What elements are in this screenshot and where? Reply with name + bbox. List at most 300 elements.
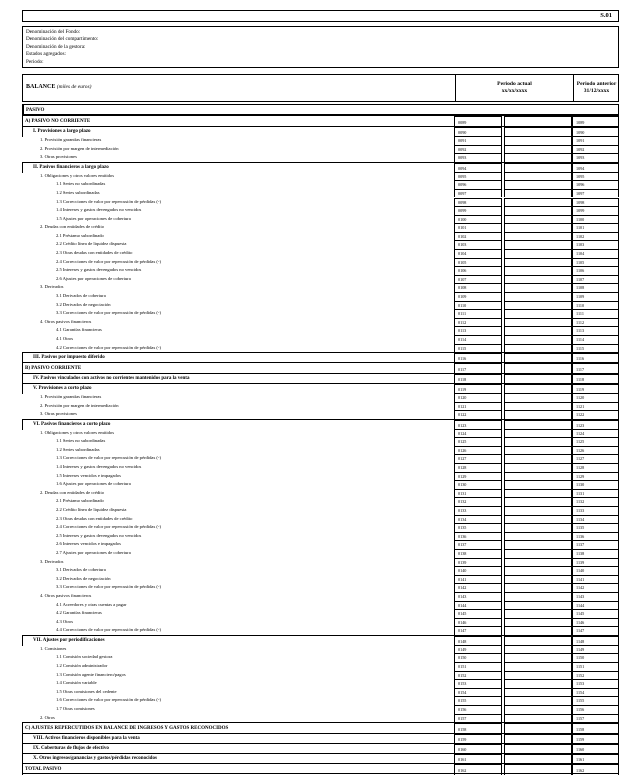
table-row xyxy=(22,145,619,154)
current-period-label: Periodo actual xyxy=(497,81,532,87)
current-period-value-cell[interactable] xyxy=(504,549,572,558)
current-period-code: 0089 xyxy=(454,116,502,127)
previous-period-code: 1093 xyxy=(572,153,619,162)
current-period-value-cell[interactable] xyxy=(504,283,572,292)
table-row xyxy=(22,688,619,697)
table-row xyxy=(22,180,619,189)
table-row xyxy=(22,454,619,463)
current-period-code: 0124 xyxy=(454,429,502,438)
current-period-code: 0100 xyxy=(454,215,502,224)
row-label: 2.5 Intereses y gastos devengados no vencidos xyxy=(56,267,142,273)
previous-period-code: 1102 xyxy=(572,232,619,241)
previous-period-code: 1133 xyxy=(572,506,619,515)
row-label: VIII. Activos financieros disponibles para la venta xyxy=(22,734,454,744)
previous-period-date: 31/12/xxxx xyxy=(583,88,610,94)
table-row xyxy=(22,480,619,489)
current-period-code: 0156 xyxy=(454,705,502,714)
current-period-code: 0137 xyxy=(454,540,502,549)
previous-period-code: 1129 xyxy=(572,472,619,481)
table-row xyxy=(22,532,619,541)
previous-period-code: 1100 xyxy=(572,215,619,224)
current-period-code: 0134 xyxy=(454,515,502,524)
row-label: 2.1 Préstamo subordinado xyxy=(56,498,104,504)
current-period-value-cell[interactable] xyxy=(504,309,572,318)
table-row xyxy=(22,326,619,335)
current-period-value-cell[interactable] xyxy=(504,240,572,249)
table-row xyxy=(22,472,619,481)
current-period-value-cell[interactable] xyxy=(504,249,572,258)
current-period-value-cell[interactable] xyxy=(504,335,572,344)
current-period-value-cell[interactable] xyxy=(504,601,572,610)
table-row xyxy=(22,249,619,258)
table-row xyxy=(22,714,619,723)
current-period-value-cell[interactable] xyxy=(504,480,572,489)
table-row xyxy=(22,497,619,506)
current-period-value-cell[interactable] xyxy=(504,532,572,541)
row-label: 3.3 Correcciones de valor por repercusión de pérdidas (-) xyxy=(56,584,161,590)
previous-period-code: 1099 xyxy=(572,206,619,215)
table-row xyxy=(22,162,619,172)
table-row xyxy=(22,753,619,763)
table-row xyxy=(22,240,619,249)
current-period-value-cell[interactable] xyxy=(504,558,572,567)
current-period-value-cell[interactable] xyxy=(504,206,572,215)
previous-period-code: 1122 xyxy=(572,410,619,419)
previous-period-code: 1143 xyxy=(572,592,619,601)
previous-period-code: 1144 xyxy=(572,601,619,610)
current-period-value-cell[interactable] xyxy=(504,172,572,181)
previous-period-code: 1156 xyxy=(572,705,619,714)
table-row xyxy=(22,506,619,515)
current-period-value-cell[interactable] xyxy=(504,437,572,446)
row-label: X. Otros ingresos/ganancias y gastos/pérdidas reconocidos xyxy=(22,754,454,764)
previous-period-code: 1130 xyxy=(572,480,619,489)
current-period-code: 0091 xyxy=(454,136,502,145)
current-period-code: 0152 xyxy=(454,671,502,680)
previous-period-code: 1161 xyxy=(572,754,619,764)
current-period-code: 0148 xyxy=(454,636,502,646)
current-period-value-cell[interactable] xyxy=(504,626,572,635)
row-label: 1.2 Comisión administrador xyxy=(56,663,108,668)
row-label: 3. Otras provisiones xyxy=(40,411,77,417)
current-period-value-cell[interactable] xyxy=(504,566,572,575)
previous-period-code: 1108 xyxy=(572,283,619,292)
current-period-code: 0154 xyxy=(454,688,502,697)
table-row xyxy=(22,309,619,318)
current-period-code: 0133 xyxy=(454,506,502,515)
current-period-value-cell[interactable] xyxy=(504,688,572,697)
row-label: 1. Provisión garantías financieras xyxy=(40,137,102,143)
current-period-value-cell[interactable] xyxy=(504,645,572,654)
current-period-value-cell[interactable] xyxy=(504,592,572,601)
row-label: 4.1 Garantías financieras xyxy=(56,327,102,333)
current-period-value-cell[interactable] xyxy=(504,540,572,549)
current-period-code: 0119 xyxy=(454,384,502,394)
row-label: 1.5 Otras comisiones del cedente xyxy=(56,688,117,694)
row-label: IV. Pasivos vinculados con activos no corrientes mantenidos para la venta xyxy=(22,374,454,384)
current-period-code: 0130 xyxy=(454,480,502,489)
row-label: 2.4 Correcciones de valor por repercusión de pérdidas (-) xyxy=(56,258,161,264)
row-label: V. Provisiones a corto plazo xyxy=(22,384,454,394)
current-period-value-cell[interactable] xyxy=(504,653,572,662)
row-label: 1. Obligaciones y otros valores emitidos xyxy=(40,429,114,435)
current-period-value-cell[interactable] xyxy=(504,326,572,335)
current-period-value-cell[interactable] xyxy=(504,258,572,267)
current-period-code: 0094 xyxy=(454,163,502,173)
row-label: 4.2 Correcciones de valor por repercusión de pérdidas (-) xyxy=(56,344,161,350)
table-row xyxy=(22,540,619,549)
current-period-value-cell[interactable] xyxy=(504,232,572,241)
row-label: 3.2 Derivados de negociación xyxy=(56,301,111,307)
row-label: IX. Coberturas de flujos de efectivo xyxy=(22,744,454,754)
previous-period-code: 1151 xyxy=(572,662,619,671)
current-period-value-cell[interactable] xyxy=(504,136,572,145)
current-period-code: 0097 xyxy=(454,189,502,198)
table-row xyxy=(22,437,619,446)
current-period-value-cell[interactable] xyxy=(504,472,572,481)
row-label: VII. Ajustes por periodificaciones xyxy=(22,636,454,646)
current-period-code: 0111 xyxy=(454,309,502,318)
table-row xyxy=(22,463,619,472)
current-period-code: 0141 xyxy=(454,575,502,584)
row-label: 2.5 Intereses y gastos devengados no vencidos xyxy=(56,532,142,538)
previous-period-code: 1104 xyxy=(572,249,619,258)
row-label: 2.3 Otras deudas con entidades de crédito xyxy=(56,515,133,521)
table-row xyxy=(22,301,619,310)
current-period-date: xx/xx/xxxx xyxy=(501,88,528,94)
previous-period-code: 1116 xyxy=(572,353,619,363)
current-period-value-cell[interactable] xyxy=(504,393,572,402)
form-code-box xyxy=(22,10,619,22)
row-label: 2.6 Ajustes por operaciones de cobertura xyxy=(56,275,131,281)
row-label: 3.3 Correcciones de valor por repercusión de pérdidas (-) xyxy=(56,310,161,316)
row-label: 3.2 Derivados de negociación xyxy=(56,575,111,581)
table-row xyxy=(22,743,619,753)
current-period-value-cell[interactable] xyxy=(504,489,572,498)
current-period-code: 0112 xyxy=(454,318,502,327)
current-period-value-cell[interactable] xyxy=(504,410,572,419)
previous-period-code: 1142 xyxy=(572,583,619,592)
table-row xyxy=(22,172,619,181)
table-row xyxy=(22,153,619,162)
current-period-code: 0159 xyxy=(454,734,502,744)
previous-period-code: 1107 xyxy=(572,275,619,284)
current-period-value-cell[interactable] xyxy=(504,301,572,310)
row-label: 1.5 Ajustes por operaciones de cobertura xyxy=(56,215,131,221)
row-label: 2.7 Ajustes por operaciones de cobertura xyxy=(56,549,131,555)
row-label: 1.6 Correcciones de valor por repercusión de pérdidas (-) xyxy=(56,697,161,703)
table-row xyxy=(22,515,619,524)
current-period-value-cell[interactable] xyxy=(504,705,572,714)
current-period-value-cell[interactable] xyxy=(504,609,572,618)
current-period-value-cell[interactable] xyxy=(504,275,572,284)
current-period-code: 0092 xyxy=(454,145,502,154)
current-period-value-cell[interactable] xyxy=(504,506,572,515)
balance-units: (miles de euros) xyxy=(56,84,92,90)
table-row xyxy=(22,189,619,198)
row-label: 1.1 Series no subordinadas xyxy=(56,438,106,444)
balance-title xyxy=(26,84,91,90)
previous-period-code: 1092 xyxy=(572,145,619,154)
row-label: 3.1 Derivados de cobertura xyxy=(56,293,106,299)
current-period-code: 0122 xyxy=(454,410,502,419)
current-period-code: 0123 xyxy=(454,420,502,430)
previous-period-code: 1095 xyxy=(572,172,619,181)
previous-period-code: 1096 xyxy=(572,180,619,189)
row-label: 3.1 Derivados de cobertura xyxy=(56,567,106,573)
table-row xyxy=(22,383,619,393)
table-row xyxy=(22,198,619,207)
current-period-code: 0108 xyxy=(454,283,502,292)
row-label: 2.4 Correcciones de valor por repercusión de pérdidas (-) xyxy=(56,524,161,530)
current-period-code: 0155 xyxy=(454,696,502,705)
current-period-code: 0098 xyxy=(454,198,502,207)
table-row xyxy=(22,645,619,654)
current-period-value-cell[interactable] xyxy=(504,180,572,189)
table-row xyxy=(22,679,619,688)
table-row xyxy=(22,292,619,301)
current-period-code: 0144 xyxy=(454,601,502,610)
current-period-value-cell[interactable] xyxy=(504,618,572,627)
table-row xyxy=(22,635,619,645)
current-period-code: 0121 xyxy=(454,402,502,411)
previous-period-code: 1098 xyxy=(572,198,619,207)
table-row xyxy=(22,283,619,292)
table-row xyxy=(22,393,619,402)
current-period-value-cell[interactable] xyxy=(504,189,572,198)
previous-period-code: 1155 xyxy=(572,696,619,705)
aggregated-statements-label: Estados agregados: xyxy=(26,51,66,58)
row-label: 4.2 Garantías financieras xyxy=(56,610,102,616)
table-row xyxy=(22,318,619,327)
table-row xyxy=(22,115,619,126)
current-period-value-cell[interactable] xyxy=(504,515,572,524)
current-period-value-cell[interactable] xyxy=(504,671,572,680)
current-period-code: 0095 xyxy=(454,172,502,181)
current-period-value-cell[interactable] xyxy=(504,344,572,353)
current-period-value-cell[interactable] xyxy=(504,463,572,472)
current-period-code: 0132 xyxy=(454,497,502,506)
row-label: 2.2 Crédito línea de liquidez dispuesta xyxy=(56,241,127,247)
table-row xyxy=(22,136,619,145)
previous-period-code: 1125 xyxy=(572,437,619,446)
previous-period-code: 1159 xyxy=(572,734,619,744)
row-label: 2. Deudas con entidades de crédito xyxy=(40,489,105,495)
current-period-value-cell[interactable] xyxy=(504,696,572,705)
previous-period-code: 1135 xyxy=(572,523,619,532)
current-period-value-cell[interactable] xyxy=(504,145,572,154)
previous-period-code: 1150 xyxy=(572,653,619,662)
previous-period-code: 1127 xyxy=(572,454,619,463)
table-row xyxy=(22,575,619,584)
row-label: 1.2 Series subordinadas xyxy=(56,189,100,195)
table-row xyxy=(22,662,619,671)
current-period-code: 0146 xyxy=(454,618,502,627)
current-period-code: 0150 xyxy=(454,653,502,662)
previous-period-code: 1105 xyxy=(572,258,619,267)
table-row xyxy=(22,671,619,680)
current-period-code: 0104 xyxy=(454,249,502,258)
row-label: VI. Pasivos financieros a corto plazo xyxy=(22,420,454,430)
current-period-value-cell[interactable] xyxy=(504,679,572,688)
current-period-code: 0115 xyxy=(454,344,502,353)
table-row xyxy=(22,601,619,610)
current-period-value-cell[interactable] xyxy=(504,318,572,327)
row-label: I. Provisiones a largo plazo xyxy=(22,127,454,137)
current-period-code: 0149 xyxy=(454,645,502,654)
current-period-code: 0099 xyxy=(454,206,502,215)
previous-period-code: 1110 xyxy=(572,301,619,310)
row-label: III. Pasivos por impuesto diferido xyxy=(22,353,454,363)
current-period-value-cell[interactable] xyxy=(504,454,572,463)
previous-period-code: 1131 xyxy=(572,489,619,498)
table-row xyxy=(22,558,619,567)
period-label: Periodo: xyxy=(26,58,44,65)
previous-period-code: 1091 xyxy=(572,136,619,145)
previous-period-code: 1149 xyxy=(572,645,619,654)
current-period-code: 0116 xyxy=(454,353,502,363)
current-period-value-cell[interactable] xyxy=(504,402,572,411)
current-period-code: 0090 xyxy=(454,127,502,137)
previous-period-code: 1120 xyxy=(572,393,619,402)
current-period-code: 0118 xyxy=(454,374,502,384)
table-row xyxy=(22,373,619,383)
row-label: 1.1 Series no subordinadas xyxy=(56,181,106,187)
row-label: 1.3 Correcciones de valor por repercusión de pérdidas (-) xyxy=(56,455,161,461)
row-label: 1.1 Comisión sociedad gestora xyxy=(56,654,113,660)
row-label: 1.4 Intereses y gastos devengados no vencidos xyxy=(56,207,142,213)
balance-header xyxy=(22,74,619,102)
previous-period-code: 1132 xyxy=(572,497,619,506)
current-period-code: 0129 xyxy=(454,472,502,481)
current-period-value-cell[interactable] xyxy=(504,429,572,438)
current-period-value-cell[interactable] xyxy=(504,714,572,723)
table-row xyxy=(22,763,619,774)
row-label: 1. Comisiones xyxy=(40,645,67,651)
current-period-code: 0145 xyxy=(454,609,502,618)
current-period-value-cell[interactable] xyxy=(504,292,572,301)
current-period-value-cell[interactable] xyxy=(504,523,572,532)
current-period-code: 0161 xyxy=(454,754,502,764)
previous-period-code: 1141 xyxy=(572,575,619,584)
current-period-code: 0113 xyxy=(454,326,502,335)
row-label: 2. Provisión por margen de intermediación xyxy=(40,145,119,151)
current-period-value-cell[interactable] xyxy=(504,764,572,775)
previous-period-code: 1136 xyxy=(572,532,619,541)
previous-period-code: 1101 xyxy=(572,223,619,232)
current-period-value-cell[interactable] xyxy=(504,198,572,207)
current-period-value-cell[interactable] xyxy=(504,662,572,671)
row-label: 4.1 Otros xyxy=(56,336,74,342)
row-label: A) PASIVO NO CORRIENTE xyxy=(22,116,454,127)
current-period-code: 0126 xyxy=(454,446,502,455)
table-row xyxy=(22,104,619,115)
row-label: 1.5 Intereses vencidos e impagados xyxy=(56,472,121,478)
table-row xyxy=(22,523,619,532)
row-label: 1.3 Comisión agente financiero/pagos xyxy=(56,671,126,677)
previous-period-code: 1145 xyxy=(572,609,619,618)
previous-period-code: 1121 xyxy=(572,402,619,411)
previous-period-code: 1138 xyxy=(572,549,619,558)
current-period-code: 0101 xyxy=(454,223,502,232)
previous-period-code: 1117 xyxy=(572,363,619,374)
current-period-value-cell[interactable] xyxy=(504,153,572,162)
table-row xyxy=(22,705,619,714)
current-period-code: 0117 xyxy=(454,363,502,374)
current-period-value-cell[interactable] xyxy=(504,497,572,506)
previous-period-code: 1140 xyxy=(572,566,619,575)
current-period-code: 0106 xyxy=(454,266,502,275)
table-row xyxy=(22,266,619,275)
table-row xyxy=(22,722,619,733)
previous-period-code: 1146 xyxy=(572,618,619,627)
table-row xyxy=(22,733,619,743)
table-row xyxy=(22,275,619,284)
row-label: 1.3 Correcciones de valor por repercusión de pérdidas (-) xyxy=(56,198,161,204)
row-label: II. Pasivos financieros a largo plazo xyxy=(22,163,454,173)
row-label: 4. Otros pasivos financieros xyxy=(40,318,92,324)
table-row xyxy=(22,549,619,558)
previous-period-label: Periodo anterior xyxy=(576,81,617,87)
previous-period-header xyxy=(573,75,619,101)
current-period-value-cell[interactable] xyxy=(504,575,572,584)
row-label: 1.4 Comisión variable xyxy=(56,680,97,686)
balance-title-text: BALANCE xyxy=(26,84,56,90)
form-code: S.01 xyxy=(600,12,612,19)
row-label: 2.6 Intereses vencidos e impagados xyxy=(56,541,121,547)
table-row xyxy=(22,626,619,635)
table-row xyxy=(22,583,619,592)
current-period-code: 0125 xyxy=(454,437,502,446)
previous-period-code: 1097 xyxy=(572,189,619,198)
previous-period-code: 1106 xyxy=(572,266,619,275)
previous-period-code: 1139 xyxy=(572,558,619,567)
current-period-code: 0151 xyxy=(454,662,502,671)
current-period-value-cell[interactable] xyxy=(504,215,572,224)
previous-period-code: 1111 xyxy=(572,309,619,318)
current-period-code: 0107 xyxy=(454,275,502,284)
current-period-value-cell[interactable] xyxy=(504,446,572,455)
previous-period-code: 1103 xyxy=(572,240,619,249)
current-period-code: 0096 xyxy=(454,180,502,189)
current-period-value-cell[interactable] xyxy=(504,583,572,592)
table-row xyxy=(22,419,619,429)
manager-name-label: Denominación de la gestora: xyxy=(26,43,86,50)
previous-period-code: 1113 xyxy=(572,326,619,335)
current-period-code: 0157 xyxy=(454,714,502,723)
current-period-code: 0103 xyxy=(454,240,502,249)
table-row xyxy=(22,429,619,438)
row-label: 1. Obligaciones y otros valores emitidos xyxy=(40,172,114,178)
current-period-value-cell[interactable] xyxy=(504,223,572,232)
row-label: 1.6 Ajustes por operaciones de cobertura xyxy=(56,481,131,487)
current-period-value-cell[interactable] xyxy=(504,266,572,275)
table-row xyxy=(22,696,619,705)
current-period-code: 0128 xyxy=(454,463,502,472)
current-period-code: 0127 xyxy=(454,454,502,463)
table-row xyxy=(22,410,619,419)
table-row xyxy=(22,566,619,575)
previous-period-code: 1118 xyxy=(572,374,619,384)
table-row xyxy=(22,489,619,498)
table-row xyxy=(22,352,619,362)
previous-period-code: 1128 xyxy=(572,463,619,472)
previous-period-code: 1114 xyxy=(572,335,619,344)
previous-period-code: 1160 xyxy=(572,744,619,754)
row-label: 4.4 Correcciones de valor por repercusión de pérdidas (-) xyxy=(56,627,161,633)
row-label: C) AJUSTES REPERCUTIDOS EN BALANCE DE INGRESOS Y GASTOS RECONOCIDOS xyxy=(22,723,454,734)
current-period-code: 0110 xyxy=(454,301,502,310)
